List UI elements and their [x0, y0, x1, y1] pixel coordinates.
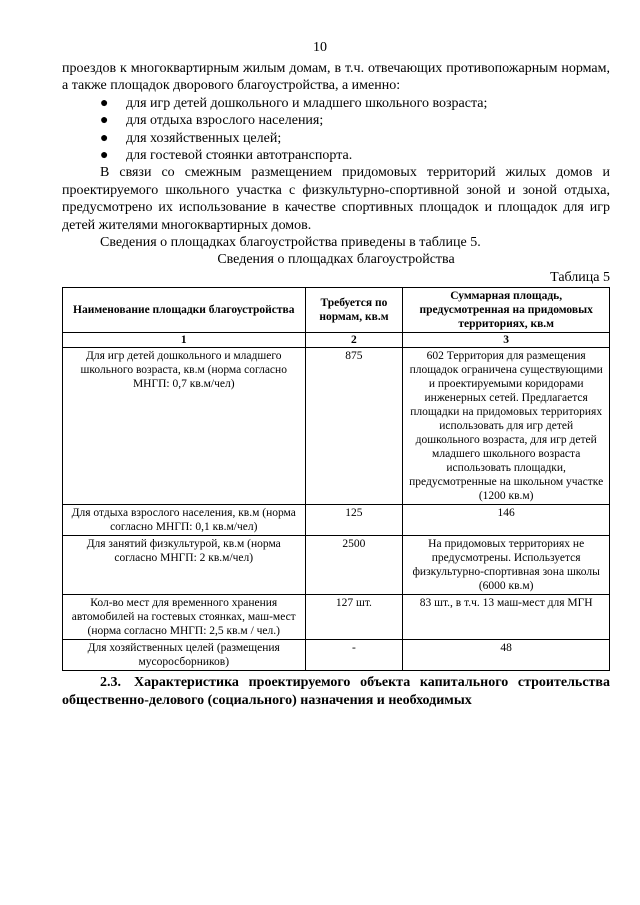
- column-header-required: Требуется по нормам, кв.м: [305, 288, 403, 333]
- table-cell: 875: [305, 348, 403, 505]
- table-cell: 127 шт.: [305, 595, 403, 640]
- bullet-list: [62, 95, 610, 165]
- table-cell: -: [305, 640, 403, 671]
- table-cell: 2500: [305, 536, 403, 595]
- section-heading: [62, 674, 610, 709]
- bullet-icon: ●: [100, 113, 109, 129]
- facilities-table: [62, 287, 610, 671]
- table-row: [63, 348, 610, 505]
- table-label: Таблица 5: [550, 269, 610, 285]
- table-caption: Сведения о площадках благоустройства: [217, 252, 455, 268]
- table-cell: Для занятий физкультурой, кв.м (норма согласно МНГП: 2 кв.м/чел): [63, 536, 306, 595]
- table-cell: Для игр детей дошкольного и младшего школьного возраста, кв.м (норма согласно МНГП: 0,7 кв.м/чел): [63, 348, 306, 505]
- page-body: [62, 60, 610, 709]
- table-header-row: [63, 288, 610, 333]
- table-cell: Для хозяйственных целей (размещения мусоросборников): [63, 640, 306, 671]
- page-number: 10: [313, 40, 327, 55]
- column-number: 3: [403, 333, 610, 348]
- column-header-name: Наименование площадки благоустройства: [63, 288, 306, 333]
- list-item: ● для хозяйственных целей;: [100, 130, 282, 146]
- list-item: ● для отдыха взрослого населения;: [100, 113, 324, 129]
- bullet-icon: ●: [100, 130, 109, 146]
- table-cell: На придомовых территориях не предусмотрены. Используется физкультурно-спортивная зона школы (6000 кв.м): [403, 536, 610, 595]
- bullet-icon: ●: [100, 148, 109, 164]
- list-item: ● для гостевой стоянки автотранспорта.: [100, 148, 353, 164]
- table-row: [63, 640, 610, 671]
- column-number: 2: [305, 333, 403, 348]
- paragraph-adjacent-territories: В связи со смежным размещением придомовых территорий жилых домов и проектируемого школьного участка с физкультурно-спортивной зоной и зоной отдыха, предусмотрено их использование в качестве спортивных площадок и площадок для игр детей жителями многоквартирных домов.: [62, 165, 610, 233]
- column-number: 1: [63, 333, 306, 348]
- paragraph-table-reference: Сведения о площадках благоустройства приведены в таблице 5.: [100, 235, 481, 251]
- column-number-row: [63, 333, 610, 348]
- table-cell: 83 шт., в т.ч. 13 маш-мест для МГН: [403, 595, 610, 640]
- table-cell: 146: [403, 505, 610, 536]
- list-item: ● для игр детей дошкольного и младшего школьного возраста;: [100, 95, 488, 111]
- table-cell: Для отдыха взрослого населения, кв.м (норма согласно МНГП: 0,1 кв.м/чел): [63, 505, 306, 536]
- table-cell: 48: [403, 640, 610, 671]
- section-title: Характеристика проектируемого объекта капитального строительства общественно-делового (социального) назначения и необходимых: [62, 675, 610, 708]
- table-cell: 125: [305, 505, 403, 536]
- table-row: [63, 536, 610, 595]
- table-row: [63, 595, 610, 640]
- table-cell: Кол-во мест для временного хранения автомобилей на гостевых стоянках, маш-мест (норма согласно МНГП: 2,5 кв.м / чел.): [63, 595, 306, 640]
- bullet-icon: ●: [100, 95, 109, 111]
- intro-paragraph: проездов к многоквартирным жилым домам, в т.ч. отвечающих противопожарным нормам, а также площадок дворового благоустройства, а именно:: [62, 61, 610, 94]
- table-cell: 602 Территория для размещения площадок ограничена существующими и проектируемыми коридорами инженерных сетей. Предлагается площадки на придомовых территориях использовать для игр детей дошкольного возраста, для игр детей младшего школьного возраста использовать площадки, предусмотренные на школьном участке (1200 кв.м): [403, 348, 610, 505]
- table-row: [63, 505, 610, 536]
- column-header-provided: Суммарная площадь, предусмотренная на придомовых территориях, кв.м: [403, 288, 610, 333]
- section-number: 2.3.: [100, 675, 121, 691]
